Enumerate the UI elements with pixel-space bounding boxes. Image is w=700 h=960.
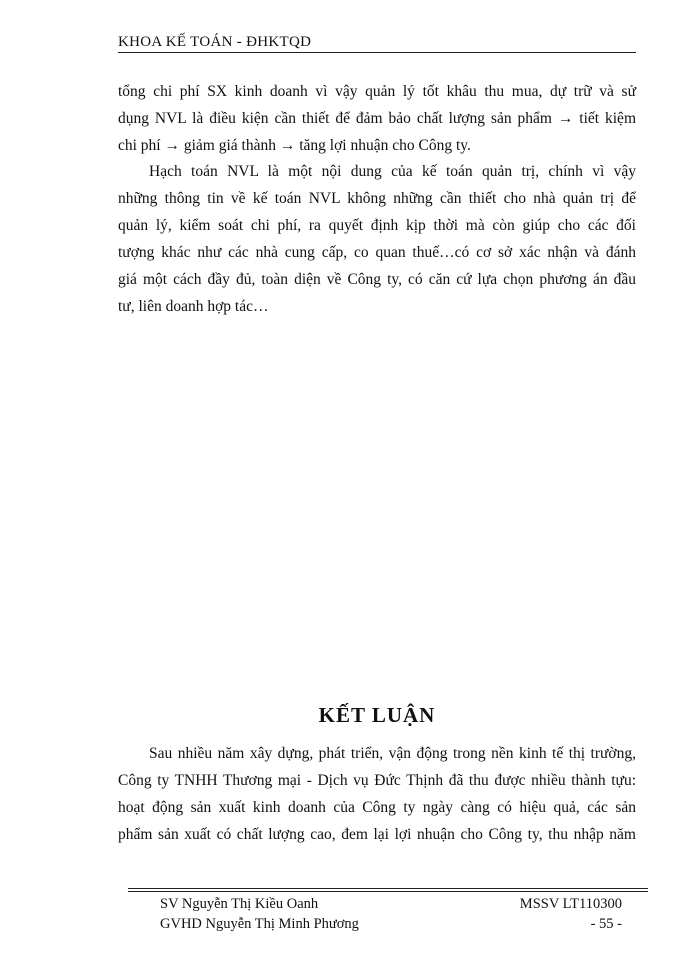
footer-student-name: SV Nguyễn Thị Kiều Oanh bbox=[160, 896, 319, 912]
page-header-title: KHOA KẾ TOÁN - ĐHKTQD bbox=[118, 34, 312, 50]
paragraph-2 bbox=[118, 158, 636, 320]
text-line: chi phí → giảm giá thành → tăng lợi nhuận cho Công ty. bbox=[118, 137, 471, 154]
text-line: dụng NVL là điều kiện cần thiết để đảm bảo chất lượng sản phẩm → tiết kiệm bbox=[118, 110, 636, 127]
text-line: tượng khác như các nhà cung cấp, co quan thuế…có cơ sở xác nhận và đánh bbox=[118, 244, 636, 261]
header-rule bbox=[118, 52, 636, 53]
text-line: Sau nhiều năm xây dựng, phát triển, vận động trong nền kinh tế thị trường, bbox=[149, 745, 636, 762]
text-line: Công ty TNHH Thương mại - Dịch vụ Đức Thịnh đã thu được nhiều thành tựu: bbox=[118, 772, 636, 789]
footer-advisor-name: GVHD Nguyễn Thị Minh Phương bbox=[160, 916, 359, 932]
paragraph-3 bbox=[118, 740, 636, 848]
conclusion-heading: KẾT LUẬN bbox=[318, 703, 436, 727]
text-line: phẩm sản xuất có chất lượng cao, đem lại lợi nhuận cho Công ty, thu nhập năm bbox=[118, 826, 636, 843]
text-line: giá một cách đầy đủ, toàn diện về Công ty, có căn cứ lựa chọn phương án đầu bbox=[118, 271, 636, 288]
text-line: những thông tin về kế toán NVL không những cần thiết cho nhà quản trị để bbox=[118, 190, 636, 207]
footer-page-number: - 55 - bbox=[590, 916, 622, 932]
footer-rule-bottom bbox=[128, 891, 648, 892]
text-line: quản lý, kiểm soát chi phí, ra quyết định kịp thời mà còn giúp cho các đối bbox=[118, 217, 636, 234]
text-line: tổng chi phí SX kinh doanh vì vậy quản lý tốt khâu thu mua, dự trữ và sử bbox=[118, 83, 636, 100]
text-line: tư, liên doanh hợp tác… bbox=[118, 298, 269, 315]
text-line: Hạch toán NVL là một nội dung của kế toán quản trị, chính vì vậy bbox=[149, 163, 636, 180]
paragraph-1 bbox=[118, 78, 636, 159]
text-line: hoạt động sản xuất kinh doanh của Công ty ngày càng có hiệu quả, các sản bbox=[118, 799, 636, 816]
footer-rule-top bbox=[128, 888, 648, 889]
footer-student-id: MSSV LT110300 bbox=[519, 896, 622, 912]
